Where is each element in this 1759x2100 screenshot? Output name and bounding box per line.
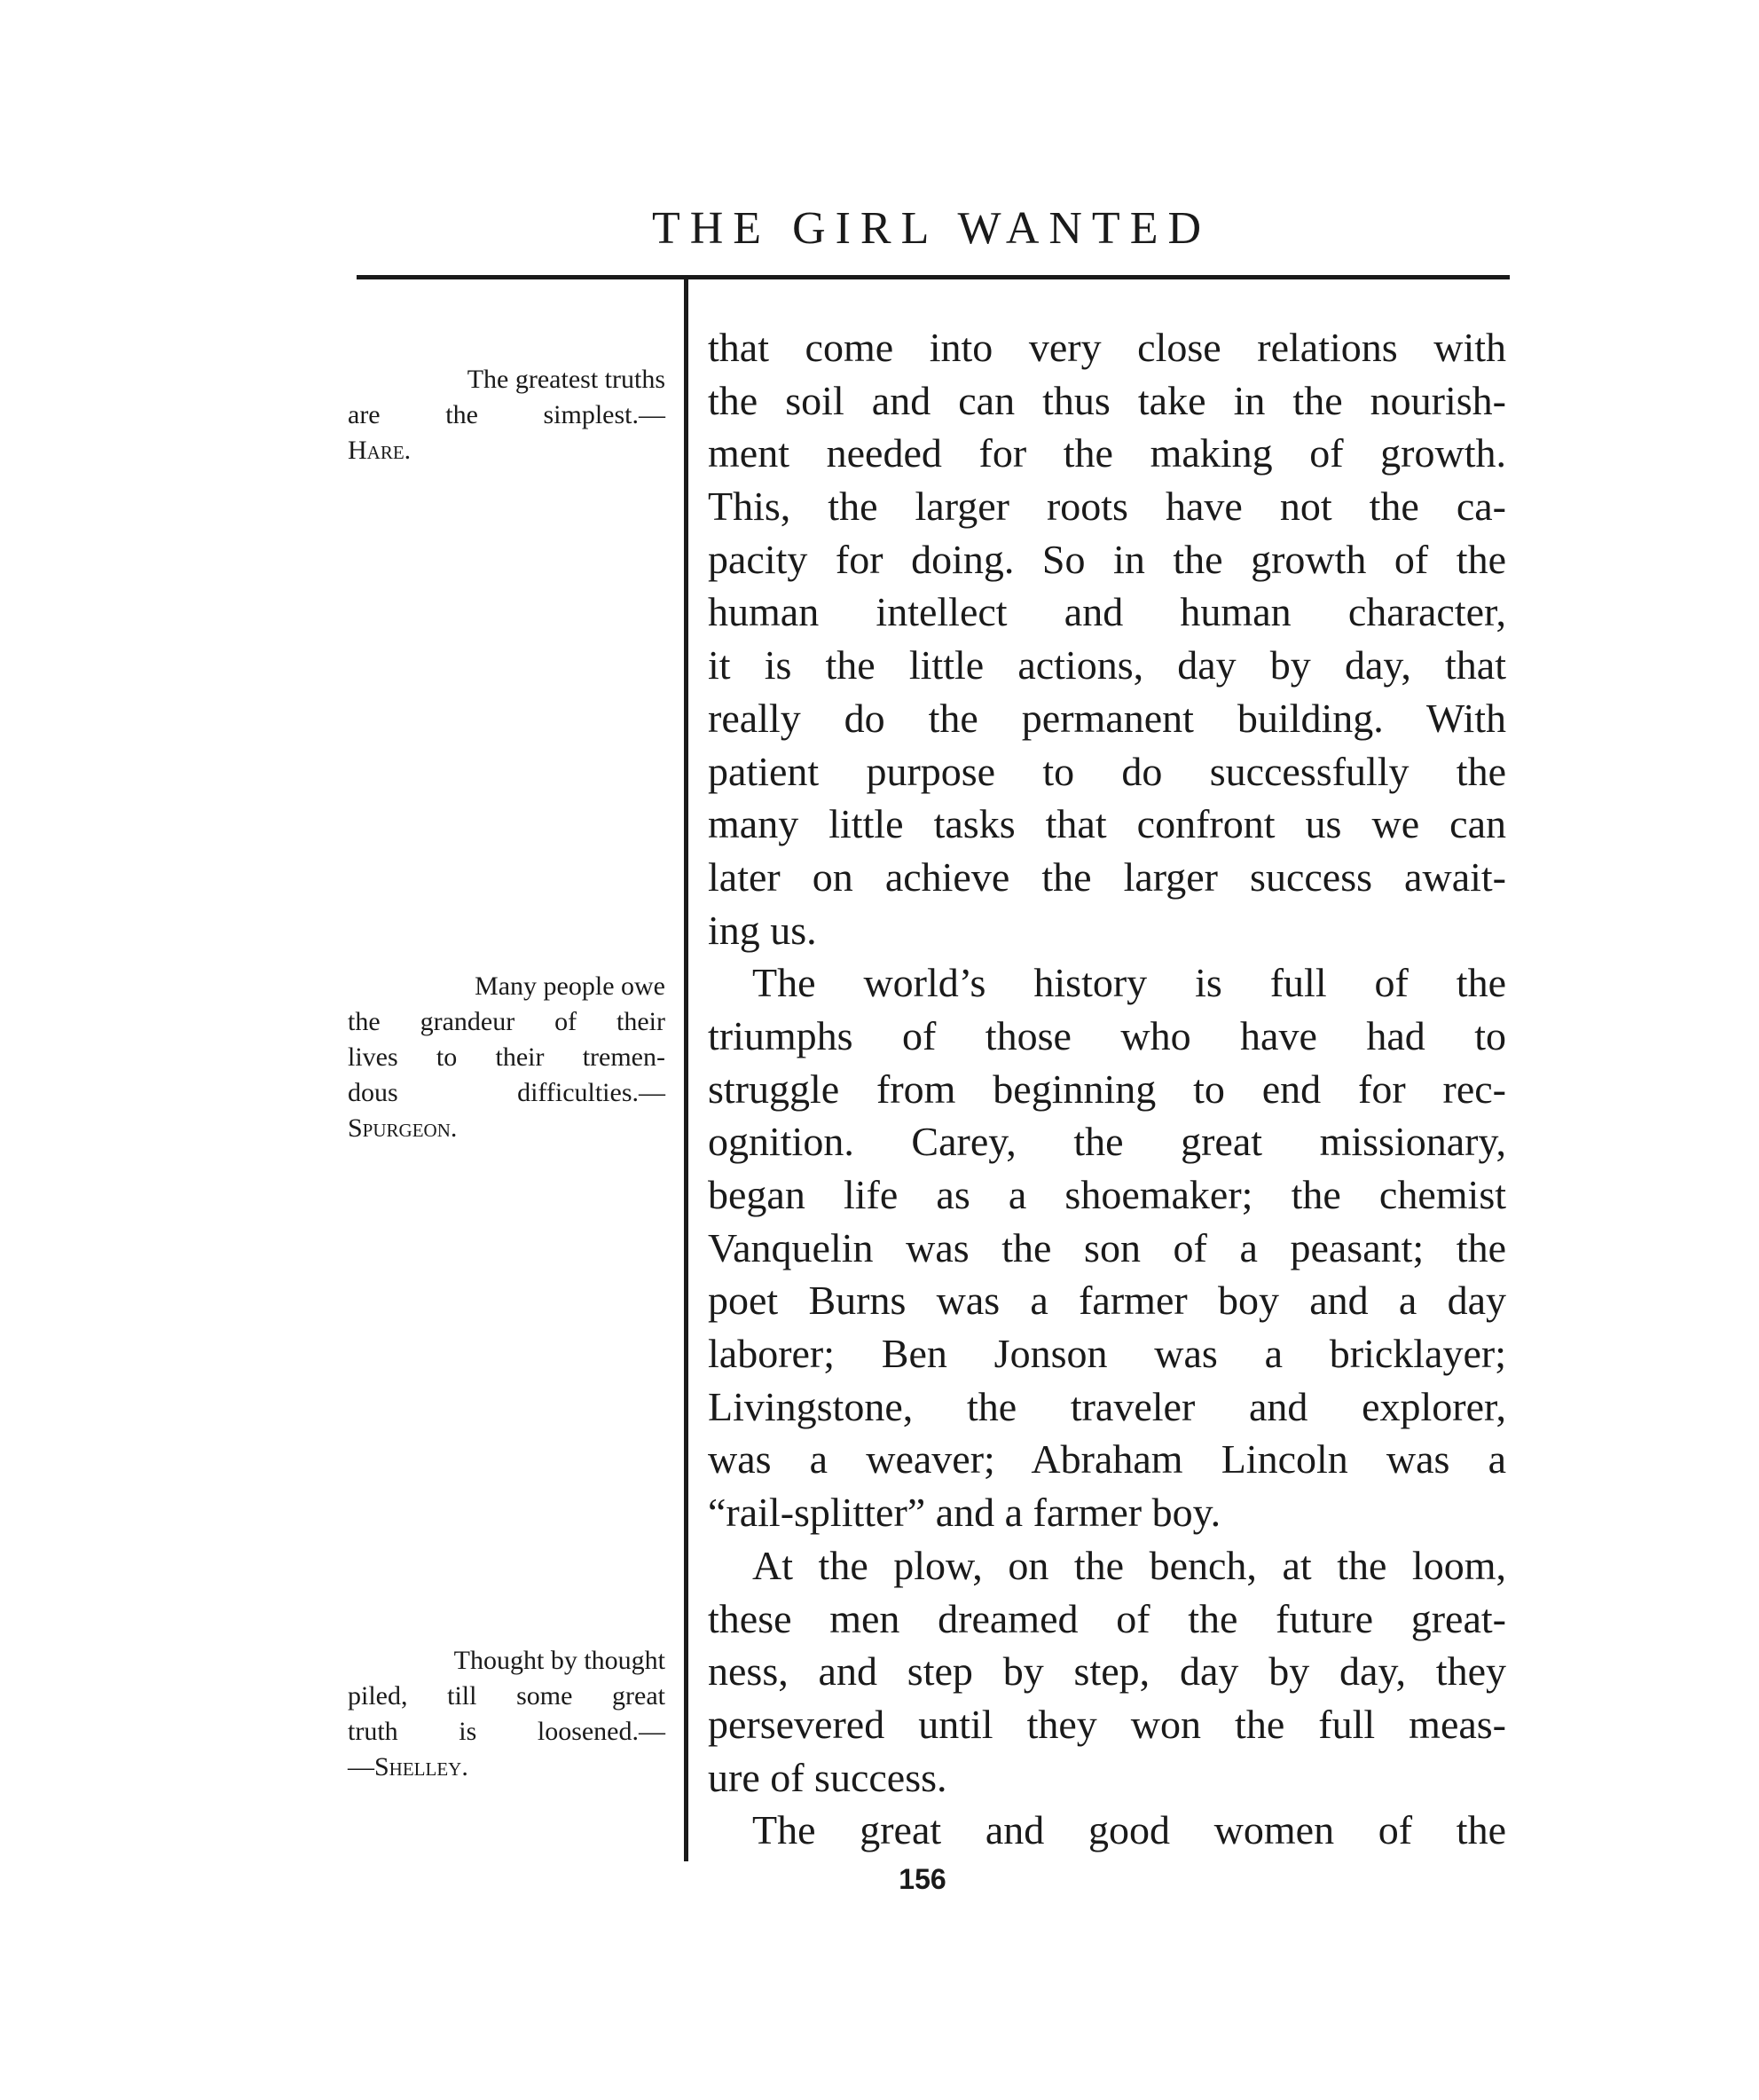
body-line: laborer; Ben Jonson was a bricklayer; [708,1331,1506,1377]
body-line: The great and good women of the [752,1807,1506,1853]
sidenote-attribution: —Shelley. [348,1752,468,1781]
body-line: later on achieve the larger success await- [708,853,1506,900]
sidenote-line: The greatest truths [467,365,665,394]
sidenote-shelley [348,1643,665,1785]
body-line: triumphs of those who have had to [708,1012,1506,1058]
sidenote-line: piled, till some great [348,1681,665,1711]
column-divider-rule [684,277,688,1861]
sidenote-line: the grandeur of their [348,1007,665,1036]
body-line: began life as a shoemaker; the chemist [708,1172,1506,1217]
body-line: At the plow, on the bench, at the loom, [752,1542,1506,1588]
body-line: This, the larger roots have not the ca- [708,484,1506,530]
body-line: pacity for doing. So in the growth of the [708,536,1506,582]
sidenote-line: dous difficulties.— [348,1078,665,1107]
body-text [708,321,1506,1857]
body-line: persevered until they won the full meas- [708,1701,1506,1747]
sidenote-spurgeon [348,969,665,1146]
sidenote-line: are the simplest.— [348,400,665,429]
body-line: Vanquelin was the son of a peasant; the [708,1224,1506,1270]
body-line: struggle from beginning to end for rec- [708,1066,1506,1112]
body-line: “rail-splitter” and a farmer boy. [708,1490,1221,1536]
sidenote-line: Thought by thought [453,1646,665,1675]
body-line: was a weaver; Abraham Lincoln was a [708,1436,1506,1483]
body-line: ognition. Carey, the great missionary, [708,1119,1506,1165]
body-line: poet Burns was a farmer boy and a day [708,1278,1506,1324]
sidenote-line: truth is loosened.— [348,1717,665,1746]
header-rule [357,275,1510,279]
body-line: really do the permanent building. With [708,695,1506,741]
body-line: these men dreamed of the future great- [708,1595,1506,1641]
body-line: that come into very close relations with [708,325,1506,370]
body-line: the soil and can thus take in the nourish- [708,377,1506,423]
body-line: ing us. [708,907,817,953]
body-line: Livingstone, the traveler and explorer, [708,1383,1506,1429]
running-head: THE GIRL WANTED [651,203,1212,254]
body-line: ure of success. [708,1754,947,1800]
sidenote-attribution: Hare. [348,436,412,465]
body-line: human intellect and human character, [708,589,1506,635]
body-line: ness, and step by step, day by day, they [708,1648,1506,1695]
body-line: The world’s history is full of the [752,960,1506,1006]
sidenote-attribution: Spurgeon. [348,1113,458,1143]
body-line: many little tasks that confront us we can [708,801,1506,847]
body-line: patient purpose to do successfully the [708,748,1506,794]
sidenote-line: lives to their tremen- [348,1042,665,1072]
body-line: ment needed for the making of growth. [708,430,1506,476]
sidenote-line: Many people owe [475,971,665,1001]
body-line: it is the little actions, day by day, that [708,642,1506,688]
page-number: 156 [899,1863,946,1895]
sidenote-hare [348,362,665,468]
